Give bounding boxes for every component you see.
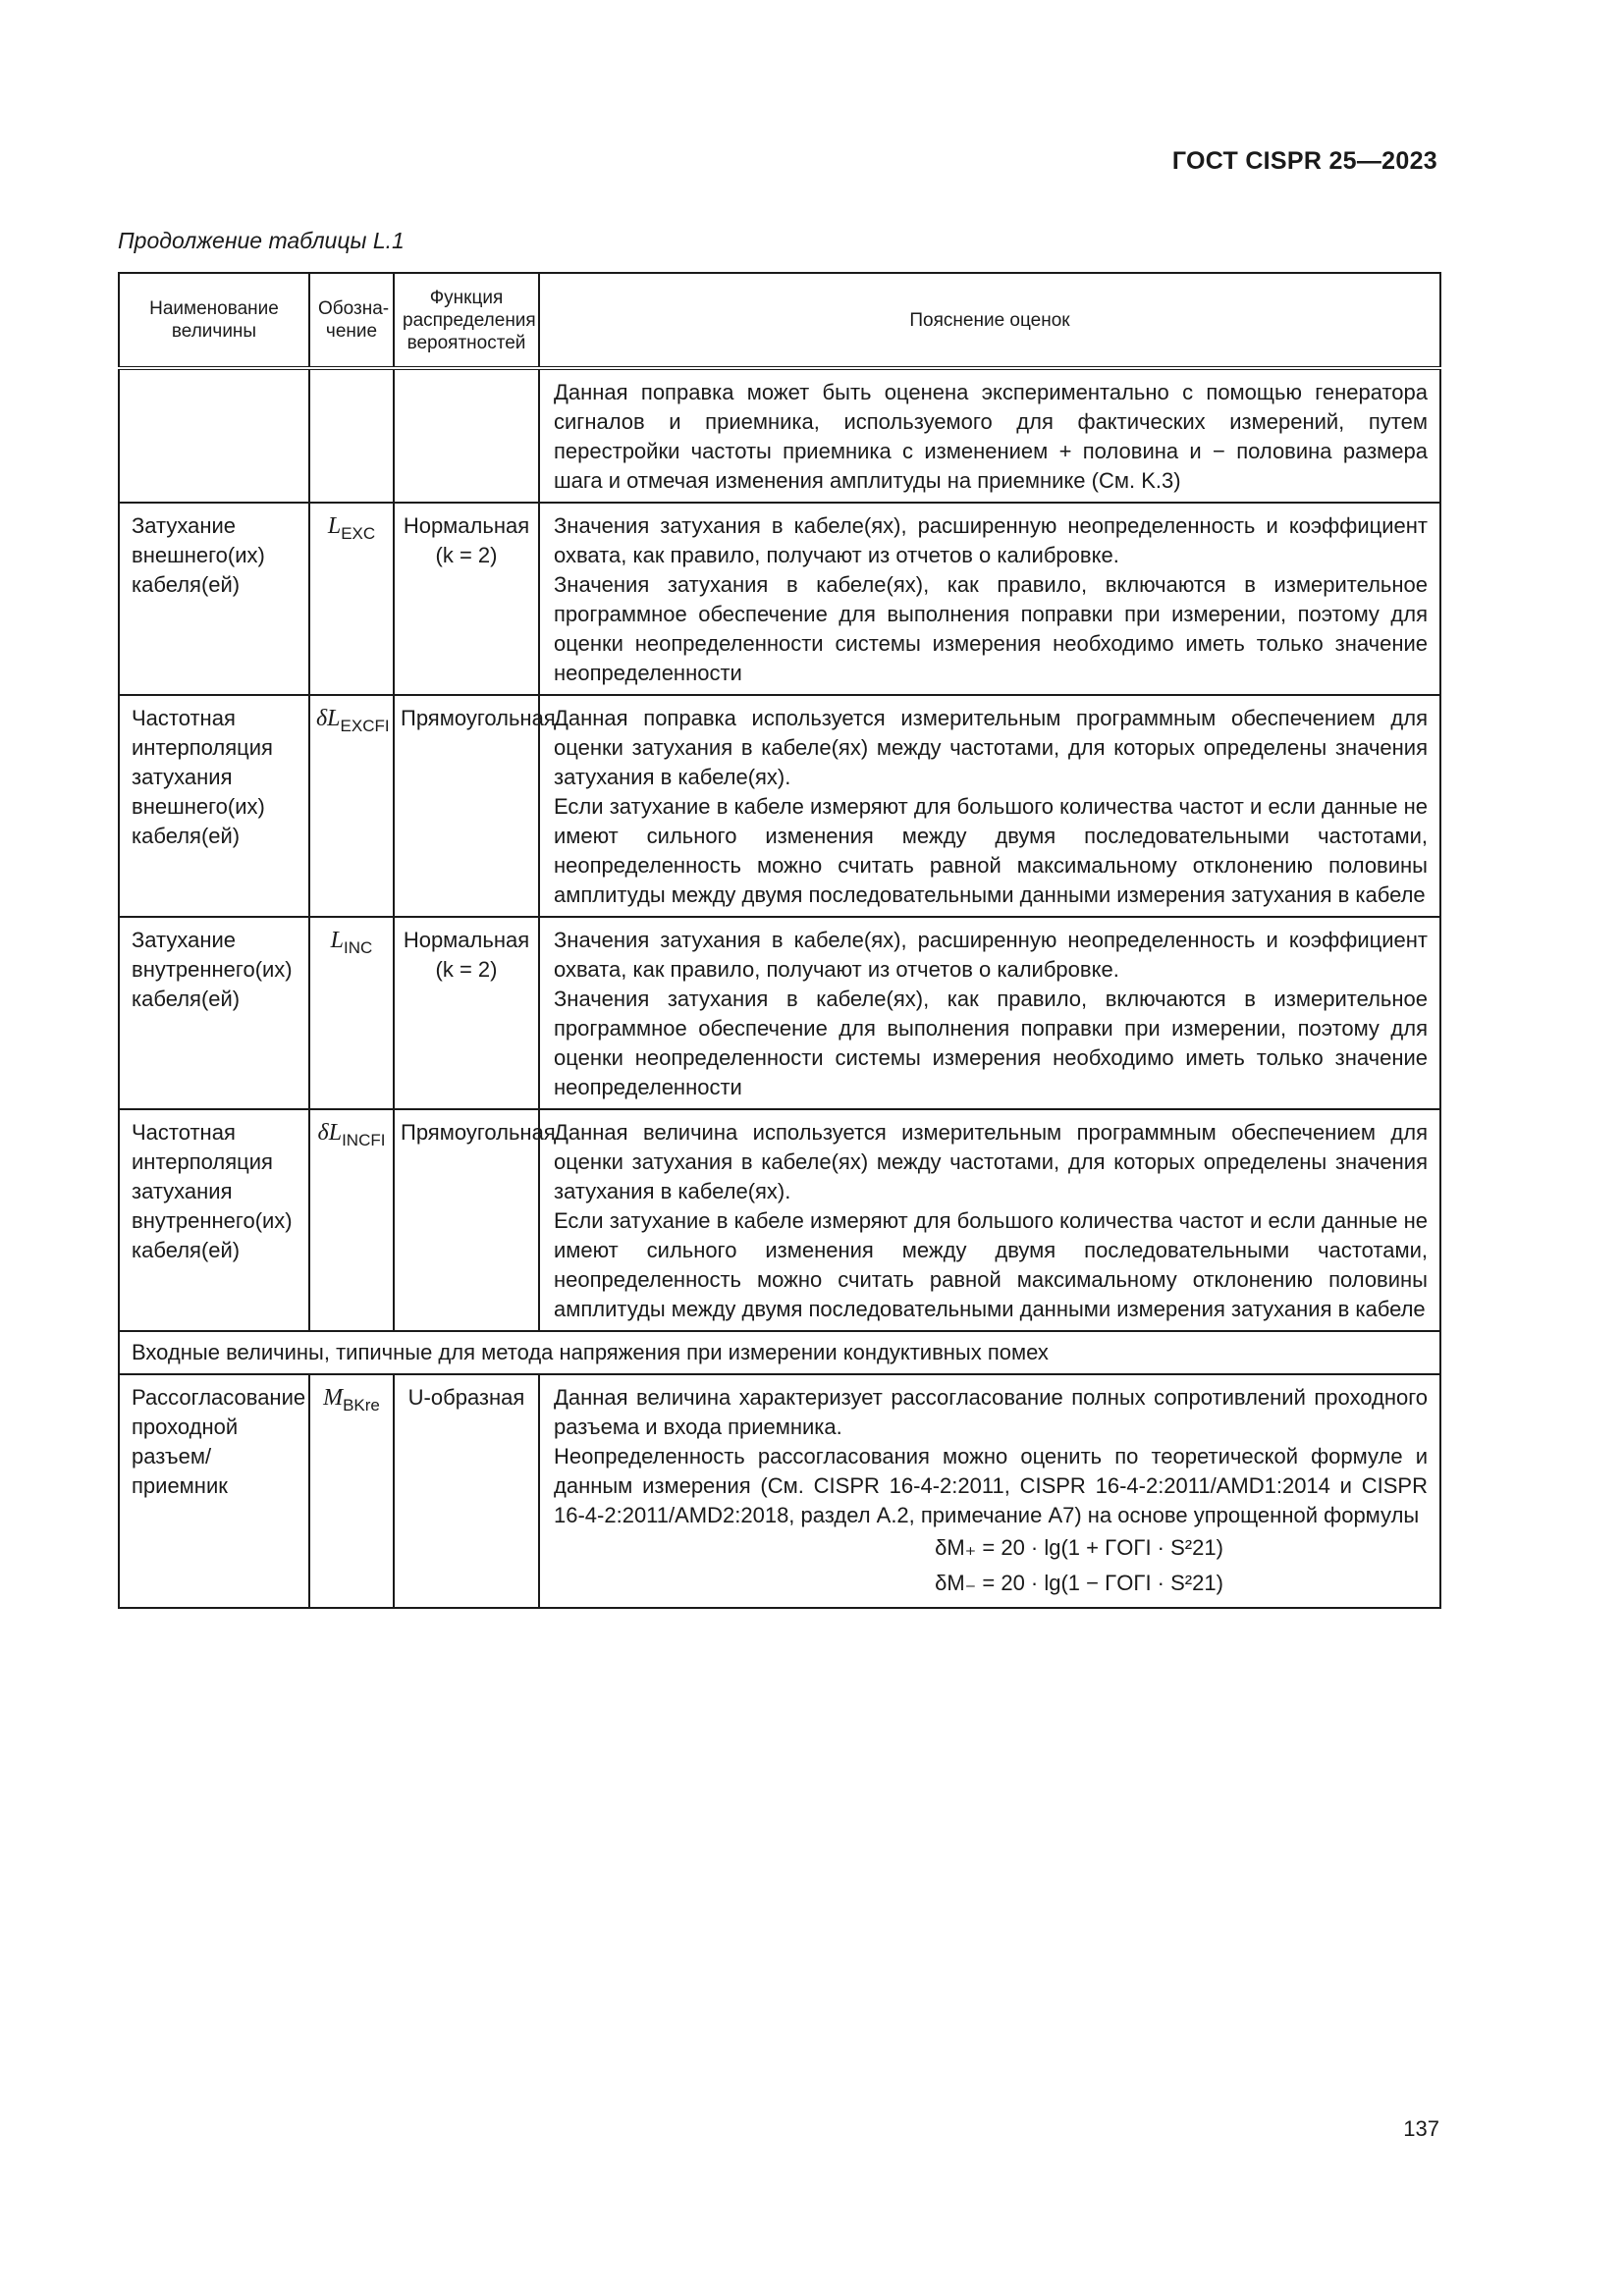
symbol-main: M — [323, 1385, 344, 1411]
explanation-paragraph: Данная поправка может быть оценена экспериментально с помощью генератора сигналов и приемника, используемого для фактических измерений, путем перестройки частоты приемника с изменением + половина и − половина размера шага и отмечая изменения амплитуды на приемнике (См. K.3) — [554, 380, 1428, 493]
explanation-paragraph: Данная величина характеризует рассогласование полных сопротивлений проходного разъема и входа приемника. — [554, 1385, 1428, 1439]
table-row — [119, 368, 1440, 503]
cell-explanation — [539, 503, 1440, 695]
cell-distribution: Нормальная (k = 2) — [394, 917, 539, 1109]
symbol-main: L — [327, 513, 342, 539]
explanation-paragraph: Если затухание в кабеле измеряют для большого количества частот и если данные не имеют сильного изменения между двумя последовательными частотами, неопределенность можно считать равной максимальному отклонению половины амплитуды между двумя последовательными данными измерения затухания в кабеле — [554, 794, 1428, 907]
cell-symbol — [309, 368, 394, 503]
table-header-row — [119, 273, 1440, 368]
document-code: ГОСТ CISPR 25—2023 — [1171, 147, 1437, 175]
formula-minus: δM₋ = 20 · lg(1 − ΓOΓI · S²21) — [935, 1571, 1223, 1595]
cell-explanation — [539, 917, 1440, 1109]
explanation-paragraph: Значения затухания в кабеле(ях), как правило, включаются в измерительное программное обеспечение для выполнения поправки при измерении, поэтому для оценки неопределенности системы измерения необходимо иметь только значение неопределенности — [554, 572, 1428, 685]
col-header-symbol: Обозна-чение — [309, 273, 394, 368]
section-header-cell: Входные величины, типичные для метода напряжения при измерении кондуктивных помех — [119, 1331, 1440, 1374]
explanation-paragraph: Неопределенность рассогласования можно оценить по теоретической формуле и данным измерения (См. CISPR 16-4-2:2011, CISPR 16-4-2:2011/AMD1:2014 и CISPR 16-4-2:2011/AMD2:2018, раздел A.2, примечание А7) на основе упрощенной формулы — [554, 1444, 1428, 1527]
cell-explanation — [539, 368, 1440, 503]
cell-name — [119, 368, 309, 503]
cell-explanation — [539, 695, 1440, 917]
symbol-main: δL — [316, 706, 341, 731]
cell-explanation — [539, 1374, 1440, 1608]
explanation-paragraph: Значения затухания в кабеле(ях), расширенную неопределенность и коэффициент охвата, как правило, получают из отчетов о калибровке. — [554, 928, 1428, 982]
table-row — [119, 1374, 1440, 1608]
cell-name: Затухание внешнего(их) кабеля(ей) — [119, 503, 309, 695]
cell-symbol — [309, 695, 394, 917]
table-row — [119, 695, 1440, 917]
page-number: 137 — [1403, 2116, 1439, 2141]
symbol-subscript: EXC — [341, 524, 376, 543]
col-header-distribution: Функция распределения вероятностей — [394, 273, 539, 368]
table-row — [119, 503, 1440, 695]
cell-name: Затухание внутреннего(их) кабеля(ей) — [119, 917, 309, 1109]
uncertainty-table — [118, 272, 1441, 1609]
cell-symbol — [309, 917, 394, 1109]
symbol-subscript: INC — [344, 938, 373, 957]
explanation-paragraph: Данная поправка используется измерительным программным обеспечением для оценки затухания в кабеле(ях) между частотами, для которых определены значения затухания в кабеле(ях). — [554, 706, 1428, 789]
explanation-paragraph: Если затухание в кабеле измеряют для большого количества частот и если данные не имеют сильного изменения между двумя последовательными частотами, неопределенность можно считать равной максимальному отклонению половины амплитуды между двумя последовательными данными измерения затухания в кабеле — [554, 1208, 1428, 1321]
explanation-paragraph: Значения затухания в кабеле(ях), расширенную неопределенность и коэффициент охвата, как правило, получают из отчетов о калибровке. — [554, 513, 1428, 567]
cell-distribution — [394, 368, 539, 503]
section-header-row — [119, 1331, 1440, 1374]
cell-symbol — [309, 1109, 394, 1331]
col-header-name: Наименование величины — [119, 273, 309, 368]
explanation-paragraph: Значения затухания в кабеле(ях), как правило, включаются в измерительное программное обеспечение для выполнения поправки при измерении, поэтому для оценки неопределенности системы измерения необходимо иметь только значение неопределенности — [554, 987, 1428, 1099]
cell-distribution: Прямоугольная — [394, 1109, 539, 1331]
cell-explanation — [539, 1109, 1440, 1331]
symbol-subscript: EXCFI — [340, 717, 390, 735]
explanation-paragraph: Данная величина используется измерительным программным обеспечением для оценки затухания в кабеле(ях) между частотами, для которых определены значения затухания в кабеле(ях). — [554, 1120, 1428, 1203]
table-row — [119, 1109, 1440, 1331]
cell-symbol — [309, 503, 394, 695]
formula-plus: δM₊ = 20 · lg(1 + ΓOΓI · S²21) — [935, 1535, 1223, 1560]
cell-distribution: U-образная — [394, 1374, 539, 1608]
col-header-explanation: Пояснение оценок — [539, 273, 1440, 368]
cell-distribution: Прямоугольная — [394, 695, 539, 917]
table-caption: Продолжение таблицы L.1 — [118, 228, 405, 253]
symbol-main: δL — [317, 1120, 343, 1146]
table-row — [119, 917, 1440, 1109]
symbol-main: L — [330, 928, 345, 953]
cell-name: Частотная интерполяция затухания внутреннего(их) кабеля(ей) — [119, 1109, 309, 1331]
cell-name: Рассогласование проходной разъем/приемник — [119, 1374, 309, 1608]
cell-symbol — [309, 1374, 394, 1608]
cell-name: Частотная интерполяция затухания внешнего(их) кабеля(ей) — [119, 695, 309, 917]
symbol-subscript: BKre — [343, 1396, 380, 1415]
symbol-subscript: INCFI — [342, 1131, 386, 1149]
cell-distribution: Нормальная (k = 2) — [394, 503, 539, 695]
